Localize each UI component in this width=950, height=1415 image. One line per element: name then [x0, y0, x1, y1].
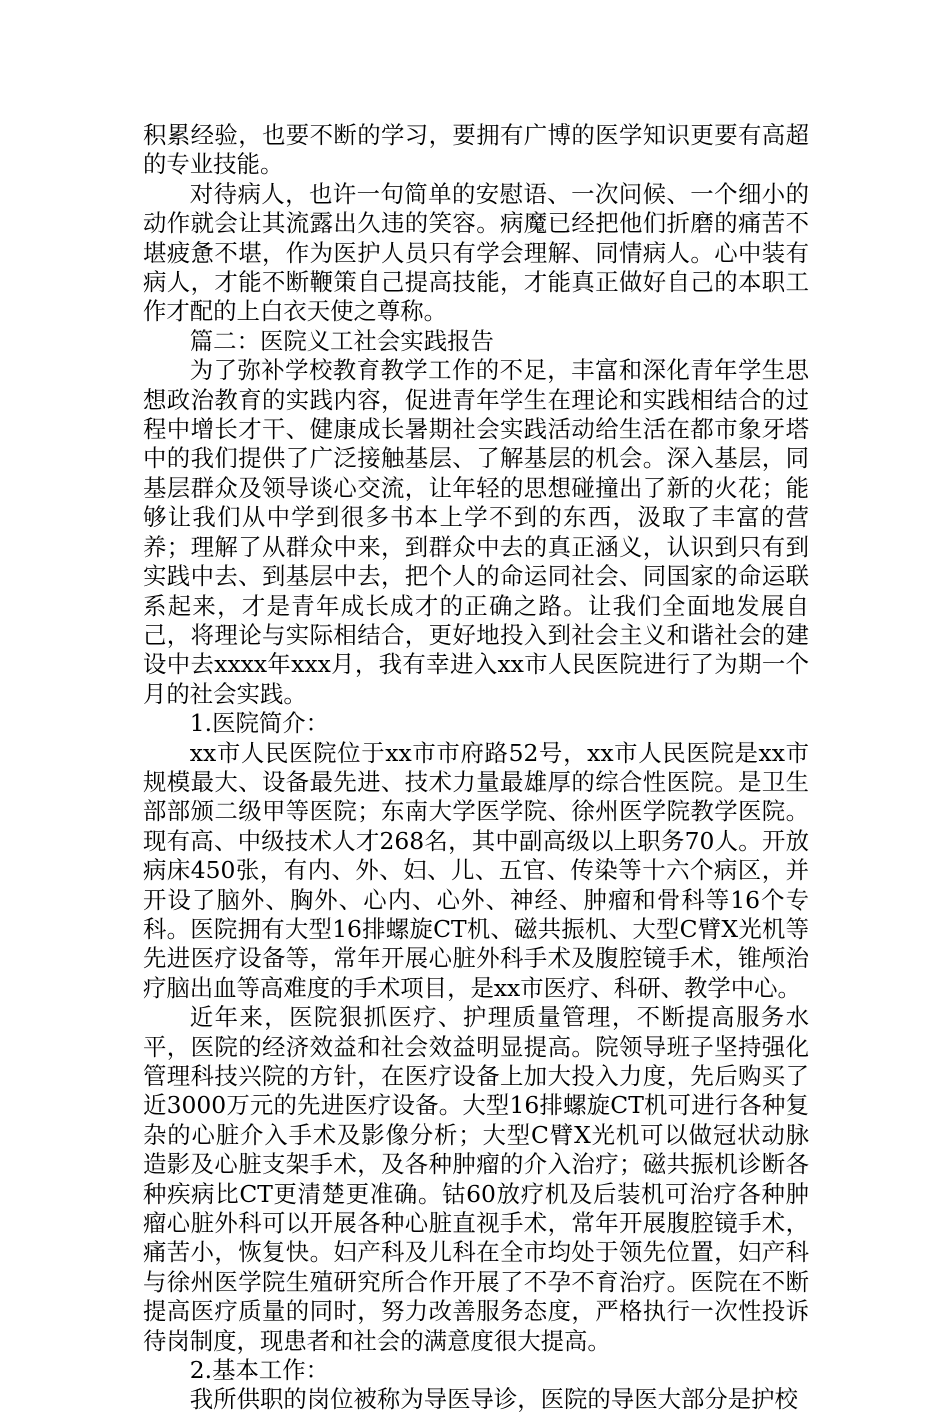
paragraph-introduction: 为了弥补学校教育教学工作的不足，丰富和深化青年学生思想政治教育的实践内容，促进青年学生在理论和实践相结合的过程中增长才干、健康成长暑期社会实践活动给生活在都市象牙塔中的我们提供了广泛接触基层、了解基层的机会。深入基层，同基层群众及领导谈心交流，让年轻的思想碰撞出了新的火花；能够让我们从中学到很多书本上学不到的东西，汲取了丰富的营养；理解了从群众中来，到群众中去的真正涵义，认识到只有到实践中去、到基层中去，把个人的命运同社会、同国家的命运联系起来，才是青年成长成才的正确之路。让我们全面地发展自己，将理论与实际相结合，更好地投入到社会主义和谐社会的建设中去xxxx年xxx月，我有幸进入xx市人民医院进行了为期一个月的社会实践。 — [143, 356, 809, 708]
section-heading-part-two: 篇二：医院义工社会实践报告 — [189, 326, 494, 355]
document-page — [143, 121, 809, 1415]
paragraph-basic-work: 我所供职的岗位被称为导医导诊，医院的导医大部分是护校 — [189, 1385, 798, 1414]
paragraph-patient-care: 对待病人，也许一句简单的安慰语、一次问候、一个细小的动作就会让其流露出久违的笑容。病魔已经把他们折磨的痛苦不堪疲惫不堪，作为医护人员只有学会理解、同情病人。心中装有病人，才能不断鞭策自己提高技能，才能真正做好自己的本职工作才配的上白衣天使之尊称。 — [143, 179, 809, 326]
paragraph-hospital-intro: xx市人民医院位于xx市市府路52号，xx市人民医院是xx市规模最大、设备最先进、技术力量最雄厚的综合性医院。是卫生部部颁二级甲等医院；东南大学医学院、徐州医学院教学医院。现有高、中级技术人才268名，其中副高级以上职务70人。开放病床450张，有内、外、妇、儿、五官、传染等十六个病区，并开设了脑外、胸外、心内、心外、神经、肿瘤和骨科等16个专科。医院拥有大型16排螺旋CT机、磁共振机、大型C臂X光机等先进医疗设备等，常年开展心脏外科手术及腹腔镜手术，锥颅治疗脑出血等高难度的手术项目，是xx市医疗、科研、教学中心。 — [143, 738, 809, 1002]
paragraph-recent-years: 近年来，医院狠抓医疗、护理质量管理，不断提高服务水平，医院的经济效益和社会效益明显提高。院领导班子坚持强化管理科技兴院的方针，在医疗设备上加大投入力度，先后购买了近3000万元的先进医疗设备。大型16排螺旋CT机可进行各种复杂的心脏介入手术及影像分析；大型C臂X光机可以做冠状动脉造影及心脏支架手术，及各种肿瘤的介入治疗；磁共振机诊断各种疾病比CT更清楚更准确。钴60放疗机及后装机可治疗各种肿瘤心脏外科可以开展各种心脏直视手术，常年开展腹腔镜手术，痛苦小，恢复快。妇产科及儿科在全市均处于领先位置，妇产科与徐州医学院生殖研究所合作开展了不孕不育治疗。医院在不断提高医疗质量的同时，努力改善服务态度，严格执行一次性投诉待岗制度，现患者和社会的满意度很大提高。 — [143, 1003, 809, 1355]
subheading-basic-work: 2.基本工作： — [189, 1356, 330, 1385]
subheading-hospital-intro: 1.医院简介： — [189, 709, 330, 738]
paragraph-continuation: 积累经验，也要不断的学习，要拥有广博的医学知识更要有高超的专业技能。 — [143, 121, 809, 179]
